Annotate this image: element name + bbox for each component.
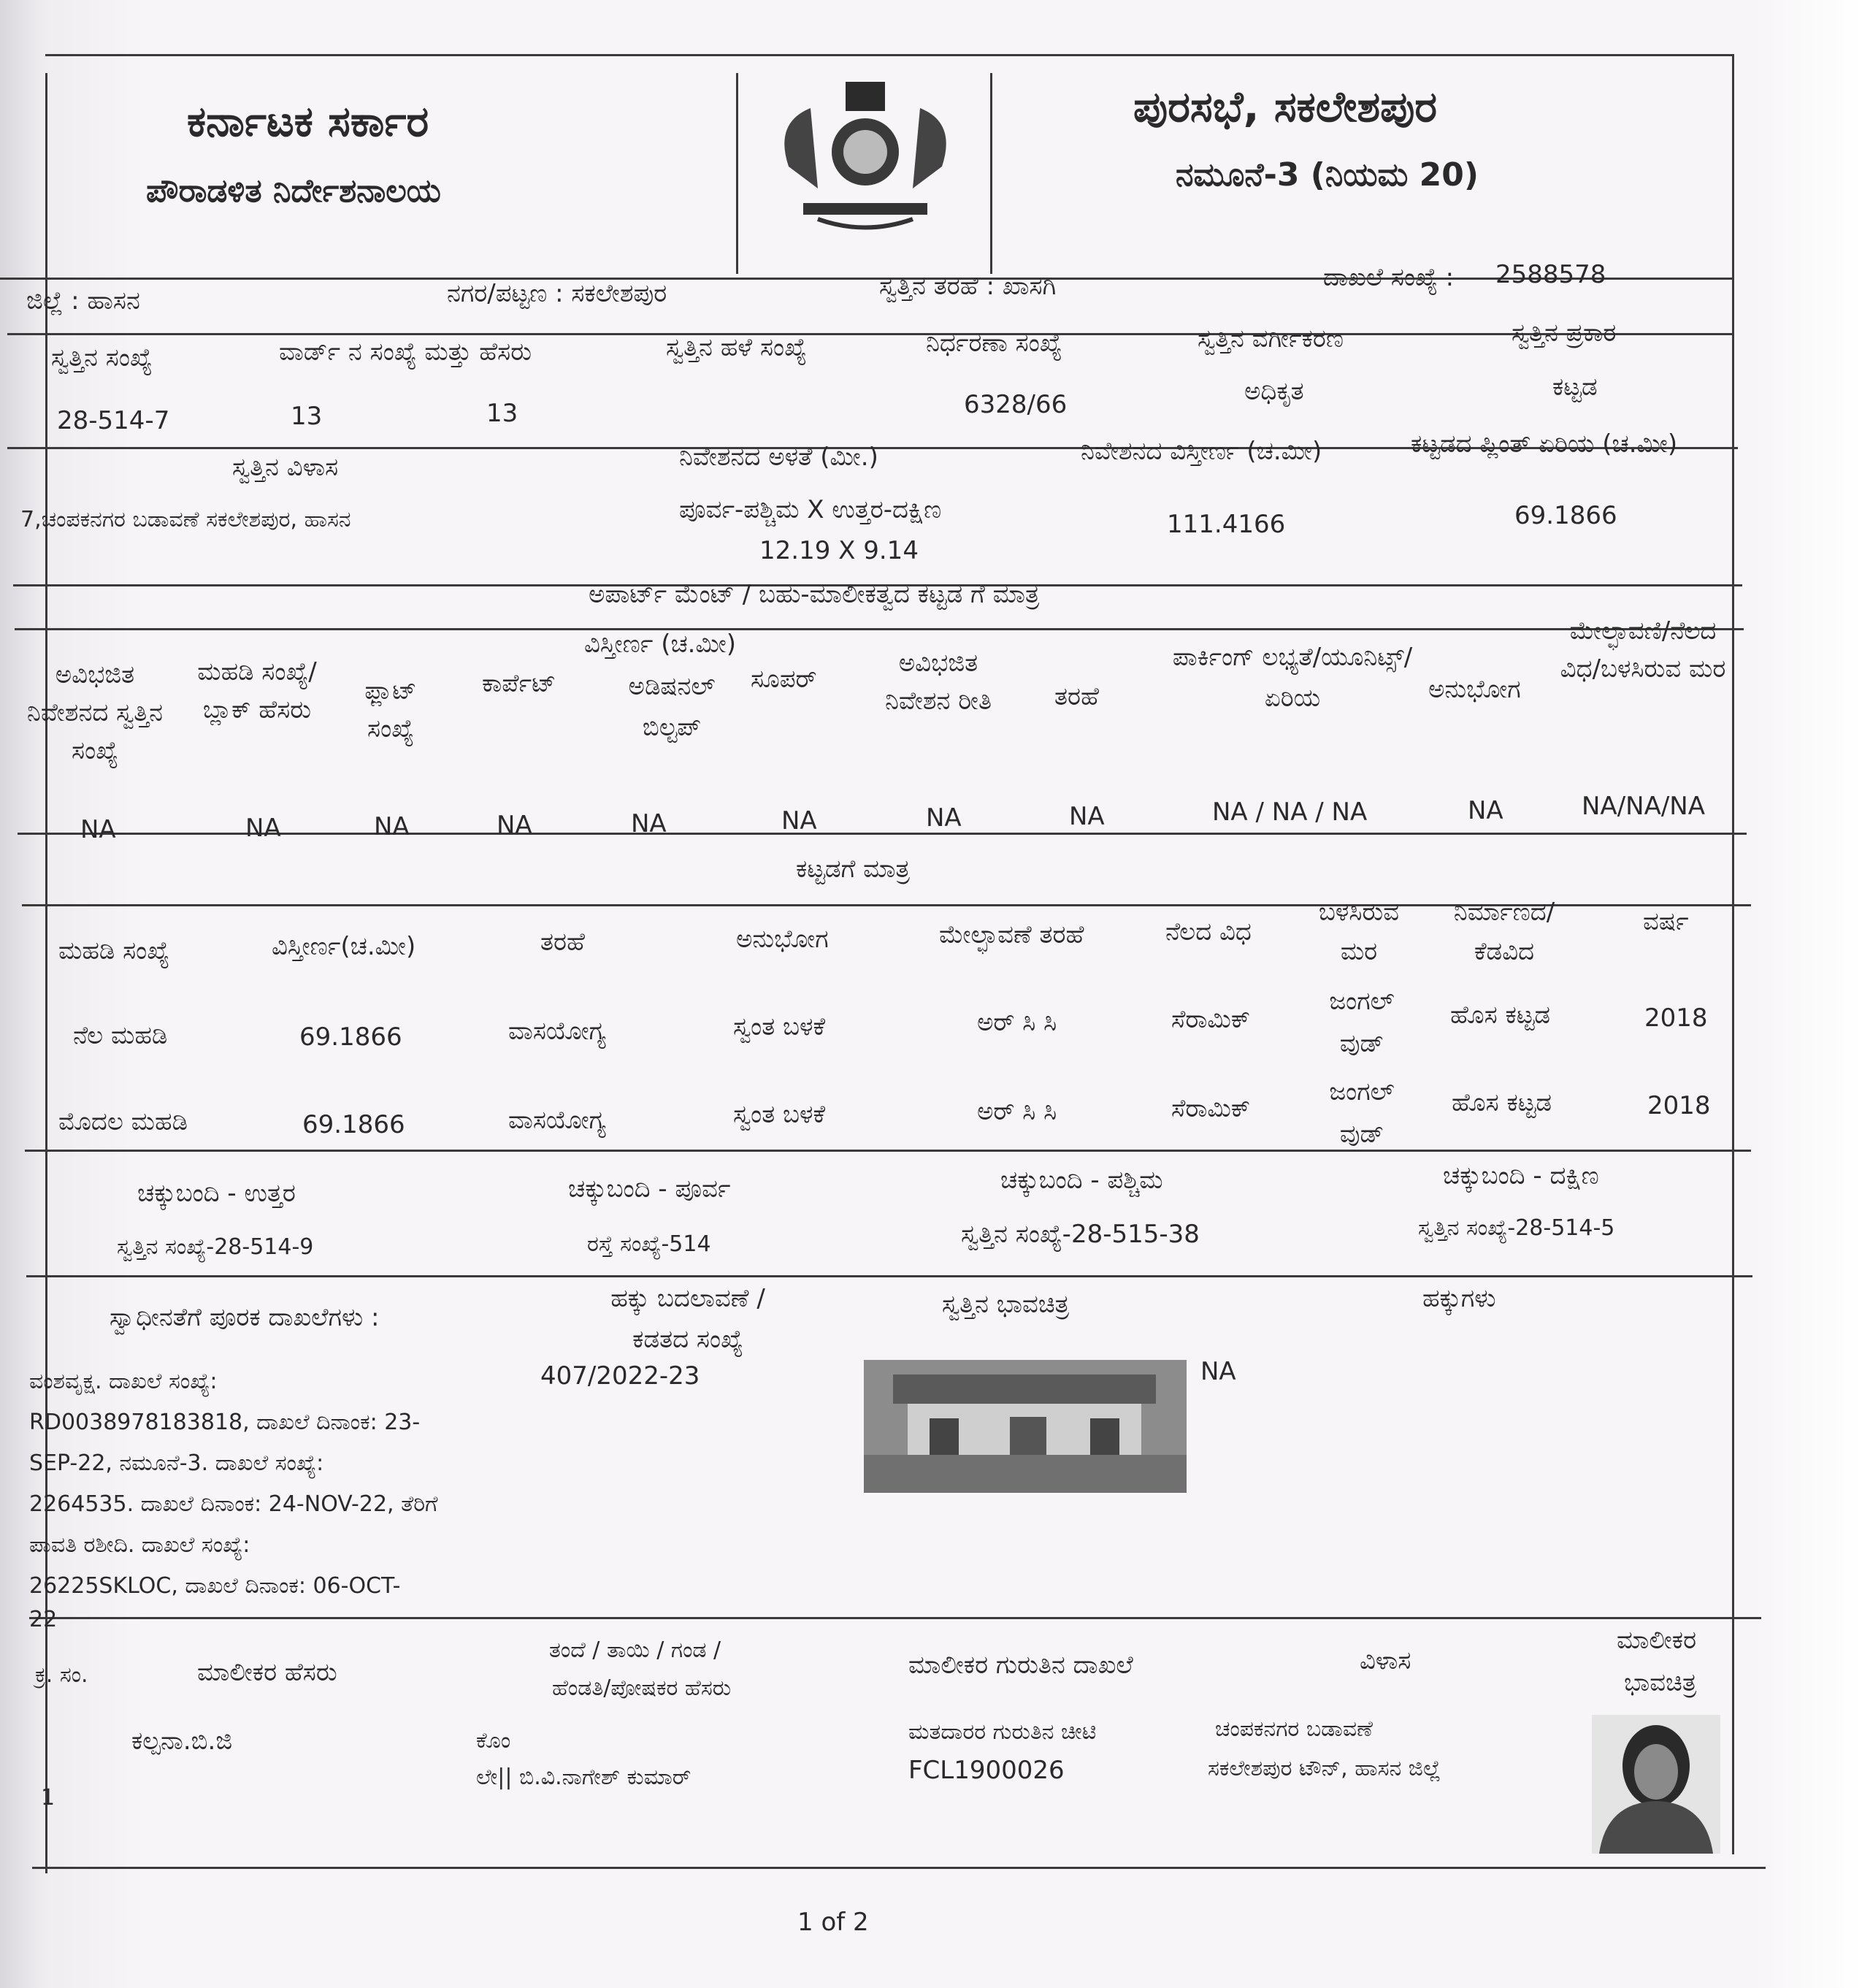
rights-label: ಹಕ್ಕುಗಳು — [1422, 1284, 1496, 1313]
property-photo — [864, 1360, 1187, 1493]
bld-row1-year: 2018 — [1644, 1003, 1708, 1033]
rights-value: NA — [1200, 1357, 1236, 1386]
outer-left-border — [45, 73, 47, 1873]
row-sep-8 — [25, 1150, 1751, 1152]
owner-name-value: ಕಲ್ಪನಾ.ಬಿ.ಜಿ — [131, 1727, 233, 1756]
karnataka-emblem-icon — [759, 79, 971, 240]
apt-value-roof: NA/NA/NA — [1582, 792, 1705, 821]
owner-col-relation-1: ತಂದೆ / ತಾಯಿ / ಗಂಡ / — [549, 1637, 721, 1663]
boundary-west-label: ಚಕ್ಕುಬಂದಿ - ಪಶ್ಚಿಮ — [1000, 1166, 1163, 1195]
apt-value-additional: NA — [631, 809, 667, 838]
owner-col-name: ಮಾಲೀಕರ ಹೆಸರು — [197, 1658, 337, 1687]
bld-col-area: ವಿಸ್ತೀರ್ಣ(ಚ.ಮೀ) — [272, 932, 416, 961]
building-section-title: ಕಟ್ಟಡಗೆ ಮಾತ್ರ — [796, 855, 910, 884]
apt-col-roof: ಮೇಲ್ಛಾವಣಿ/ನೆಲದ ವಿಧ/ಬಳಸಿರುವ ಮರ — [1560, 616, 1726, 684]
row-sep-10 — [29, 1617, 1761, 1619]
property-no-value: 28-514-7 — [57, 406, 170, 435]
site-area-value: 111.4166 — [1167, 510, 1286, 539]
bld-col-year: ವರ್ಷ — [1643, 907, 1689, 936]
owner-id-type: ಮತದಾರರ ಗುರುತಿನ ಚೀಟಿ — [908, 1719, 1097, 1745]
bld-row2-roof: ಅರ್ ಸಿ ಸಿ — [977, 1097, 1057, 1126]
apt-col-super: ಸೂಪರ್ — [751, 665, 817, 694]
label-kind: ಸ್ವತ್ತಿನ ಪ್ರಕಾರ — [1512, 318, 1617, 348]
property-photo-label: ಸ್ವತ್ತಿನ ಭಾವಚಿತ್ರ — [942, 1290, 1070, 1319]
town: ನಗರ/ಪಟ್ಟಣ : ಸಕಲೇಶಪುರ — [447, 279, 667, 308]
boundary-west-value: ಸ್ವತ್ತಿನ ಸಂಖ್ಯೆ-28-515-38 — [961, 1220, 1200, 1249]
docs-line-1: ವಂಶವೃಕ್ಷ. ದಾಖಲೆ ಸಂಖ್ಯೆ: — [29, 1369, 218, 1394]
header-vsep-1 — [736, 73, 738, 274]
label-ward: ವಾರ್ಡ್ ನ ಸಂಖ್ಯೆ ಮತ್ತು ಹೆಸರು — [279, 337, 532, 367]
bld-row1-type: ವಾಸಯೋಗ್ಯ — [508, 1017, 606, 1046]
bld-row1-usage: ಸ್ವಂತ ಬಳಕೆ — [733, 1012, 826, 1041]
apt-value-super: NA — [781, 806, 817, 836]
bld-row2-usage: ಸ್ವಂತ ಬಳಕೆ — [733, 1100, 826, 1129]
outer-right-border — [1732, 54, 1734, 1854]
bld-row2-flooring: ಸೆರಾಮಿಕ್ — [1171, 1094, 1251, 1123]
apt-col-flat: ಫ್ಲಾಟ್ ಸಂಖ್ಯೆ — [364, 676, 417, 743]
bld-row2-status: ಹೊಸ ಕಟ್ಟಡ — [1452, 1088, 1552, 1117]
docs-label: ಸ್ವಾಧೀನತೆಗೆ ಪೂರಕ ದಾಖಲೆಗಳು : — [110, 1303, 380, 1332]
bld-row2-type: ವಾಸಯೋಗ್ಯ — [508, 1106, 606, 1135]
label-property-no: ಸ್ವತ್ತಿನ ಸಂಖ್ಯೆ — [51, 343, 153, 372]
apt-col-parking: ಪಾರ್ಕಿಂಗ್ ಲಭ್ಯತೆ/ಯೂನಿಟ್ಸ್/ಏರಿಯ — [1172, 643, 1413, 713]
dimension-value: 12.19 X 9.14 — [759, 536, 919, 565]
owner-sl-value: 1 — [41, 1785, 55, 1811]
kind-value: ಕಟ್ಟಡ — [1552, 372, 1598, 402]
apt-value-carpet: NA — [497, 811, 532, 840]
boundary-south-label: ಚಕ್ಕುಬಂದಿ - ದಕ್ಷಿಣ — [1443, 1161, 1599, 1190]
bld-col-floor: ಮಹಡಿ ಸಂಖ್ಯೆ — [58, 936, 170, 966]
bld-row1-wood: ಜಂಗಲ್ ವುಡ್ — [1329, 987, 1395, 1058]
owner-photo — [1592, 1715, 1720, 1854]
apt-value-undivided-method: NA — [926, 803, 962, 833]
apt-col-additional: ಅಡಿಷನಲ್ ಬಿಲ್ಟಪ್ — [628, 672, 716, 742]
row-sep-5 — [15, 628, 1744, 630]
docs-line-7: 22 — [29, 1607, 58, 1632]
owner-relation-2: ಲೇ|| ಬಿ.ವಿ.ನಾಗೇಶ್ ಕುಮಾರ್ — [476, 1765, 691, 1790]
docs-line-6: 26225SKLOC, ದಾಖಲೆ ದಿನಾಂಕ: 06-OCT- — [29, 1573, 401, 1599]
label-plinth-area: ಕಟ್ಟಡದ ಪ್ಲಿಂತ್ ಏರಿಯ (ಚ.ಮೀ) — [1411, 429, 1678, 459]
owner-portrait-icon — [1592, 1715, 1720, 1854]
label-site-area: ನಿವೇಶನದ ವಿಸ್ತೀರ್ಣ (ಚ.ಮೀ) — [1081, 437, 1322, 466]
boundary-north-label: ಚಕ್ಕುಬಂದಿ - ಉತ್ತರ — [137, 1179, 296, 1208]
apt-value-floor: NA — [245, 814, 281, 843]
record-no-value: 2588578 — [1495, 260, 1606, 289]
owner-relation-1: ಕೊಂ — [476, 1728, 511, 1754]
bld-col-usage: ಅನುಭೋಗ — [736, 925, 829, 954]
owner-address-2: ಸಕಲೇಶಪುರ ಟೌನ್, ಹಾಸನ ಜಿಲ್ಲೆ — [1208, 1756, 1441, 1781]
bld-col-status: ನಿರ್ಮಾಣದ/ ಕೆಡವಿದ — [1453, 898, 1555, 966]
owner-col-address: ವಿಳಾಸ — [1360, 1646, 1411, 1675]
bld-col-wood: ಬಳಸಿರುವ ಮರ — [1318, 898, 1400, 966]
ward-name-value: 13 — [486, 399, 518, 428]
label-address: ಸ್ವತ್ತಿನ ವಿಳಾಸ — [232, 453, 339, 482]
apt-value-usage: NA — [1468, 796, 1503, 825]
gov-title: ಕರ್ನಾಟಕ ಸರ್ಕಾರ — [187, 96, 429, 146]
bld-row2-floor: ಮೊದಲ ಮಹಡಿ — [58, 1107, 188, 1136]
property-type: ಸ್ವತ್ತಿನ ತರಹೆ : ಖಾಸಗಿ — [879, 272, 1057, 301]
owner-address-1: ಚಂಪಕನಗರ ಬಡಾವಣೆ — [1215, 1716, 1373, 1742]
apt-col-undivided: ಅವಿಭಜಿತ ನಿವೇಶನದ ಸ್ವತ್ತಿನ ಸಂಖ್ಯೆ — [26, 660, 164, 765]
label-old-no: ಸ್ವತ್ತಿನ ಹಳೆ ಸಂಖ್ಯೆ — [666, 333, 807, 362]
apt-col-carpet: ಕಾರ್ಪೆಟ್ — [482, 669, 556, 698]
apt-col-undivided-method: ಅವಿಭಜಿತ ನಿವೇಶನ ರೀತಿ — [885, 649, 992, 716]
apt-value-undivided: NA — [80, 815, 116, 844]
municipality-title: ಪುರಸಭೆ, ಸಕಲೇಶಪುರ — [1133, 82, 1438, 131]
bld-row1-area: 69.1866 — [299, 1022, 402, 1052]
label-assessment-no: ನಿರ್ಧರಣಾ ಸಂಖ್ಯೆ — [926, 329, 1062, 358]
docs-line-2: RD0038978183818, ದಾಖಲೆ ದಿನಾಂಕ: 23- — [29, 1410, 421, 1435]
row-sep-2 — [7, 333, 1732, 335]
bld-row1-roof: ಅರ್ ಸಿ ಸಿ — [977, 1008, 1057, 1037]
directorate-title: ಪೌರಾಡಳಿತ ನಿರ್ದೇಶನಾಲಯ — [146, 172, 441, 210]
apartment-section-title: ಅಪಾರ್ಟ್ ಮೆಂಟ್ / ಬಹು-ಮಾಲೀಕತ್ವದ ಕಟ್ಟಡ ಗೆ ಮಾತ್ರ — [589, 580, 1040, 609]
boundary-east-label: ಚಕ್ಕುಬಂದಿ - ಪೂರ್ವ — [568, 1174, 731, 1204]
boundary-south-value: ಸ್ವತ್ತಿನ ಸಂಖ್ಯೆ-28-514-5 — [1418, 1215, 1615, 1241]
bld-row1-flooring: ಸೆರಾಮಿಕ್ — [1171, 1005, 1251, 1034]
classification-value: ಅಧಿಕೃತ — [1244, 377, 1304, 406]
transfer-no-value: 407/2022-23 — [540, 1361, 700, 1391]
transfer-label: ಹಕ್ಕು ಬದಲಾವಣೆ / ಕಡತದ ಸಂಖ್ಯೆ — [610, 1284, 765, 1354]
apartment-area-group: ವಿಸ್ತೀರ್ಣ (ಚ.ಮೀ) — [584, 630, 737, 659]
owner-col-photo-1: ಮಾಲೀಕರ — [1617, 1626, 1697, 1655]
apt-value-parking: NA / NA / NA — [1212, 798, 1368, 827]
apt-value-type: NA — [1069, 802, 1105, 831]
dimension-direction: ಪೂರ್ವ-ಪಶ್ಚಿಮ X ಉತ್ತರ-ದಕ್ಷಿಣ — [679, 495, 942, 524]
apt-col-type: ತರಹೆ — [1054, 682, 1099, 711]
boundary-east-value: ರಸ್ತೆ ಸಂಖ್ಯೆ-514 — [587, 1231, 711, 1257]
owner-col-relation-2: ಹೆಂಡತಿ/ಪೋಷಕರ ಹೆಸರು — [552, 1675, 732, 1701]
bld-row1-status: ಹೊಸ ಕಟ್ಟಡ — [1450, 1001, 1551, 1030]
address-value: 7,ಚಂಪಕನಗರ ಬಡಾವಣೆ ಸಕಲೇಶಪುರ, ಹಾಸನ — [20, 507, 351, 532]
apt-value-flat: NA — [374, 812, 410, 841]
owner-id-no: FCL1900026 — [908, 1756, 1065, 1785]
header-vsep-2 — [990, 73, 992, 274]
docs-line-3: SEP-22, ನಮೂನೆ-3. ದಾಖಲೆ ಸಂಖ್ಯೆ: — [29, 1450, 324, 1476]
row-sep-bottom — [32, 1867, 1766, 1869]
apt-col-floor: ಮಹಡಿ ಸಂಖ್ಯೆ/ಬ್ಲಾಕ್ ಹೆಸರು — [197, 657, 317, 725]
bld-col-roof: ಮೇಲ್ಛಾವಣೆ ತರಹೆ — [939, 920, 1084, 949]
bld-row2-area: 69.1866 — [302, 1110, 405, 1139]
boundary-north-value: ಸ್ವತ್ತಿನ ಸಂಖ್ಯೆ-28-514-9 — [117, 1234, 314, 1260]
house-photo-icon — [864, 1360, 1187, 1493]
docs-line-5: ಪಾವತಿ ರಶೀದಿ. ದಾಖಲೆ ಸಂಖ್ಯೆ: — [29, 1532, 250, 1558]
page-number: 1 of 2 — [797, 1908, 869, 1937]
plinth-area-value: 69.1866 — [1514, 501, 1617, 530]
assessment-no-value: 6328/66 — [964, 390, 1068, 419]
form-name: ನಮೂನೆ-3 (ನಿಯಮ 20) — [1176, 156, 1479, 194]
record-no-label: ದಾಖಲೆ ಸಂಖ್ಯೆ : — [1323, 263, 1455, 292]
label-dimension: ನಿವೇಶನದ ಅಳತೆ (ಮೀ.) — [679, 443, 878, 472]
apt-col-usage: ಅನುಭೋಗ — [1428, 675, 1521, 704]
owner-col-sl: ಕ್ರ. ಸಂ. — [35, 1662, 88, 1688]
owner-col-id: ಮಾಲೀಕರ ಗುರುತಿನ ದಾಖಲೆ — [908, 1651, 1133, 1680]
bld-row1-floor: ನೆಲ ಮಹಡಿ — [73, 1021, 168, 1050]
bld-row2-year: 2018 — [1647, 1091, 1711, 1120]
docs-line-4: 2264535. ದಾಖಲೆ ದಿನಾಂಕ: 24-NOV-22, ತೆರಿಗೆ — [29, 1491, 438, 1517]
ward-no-value: 13 — [291, 402, 323, 431]
bld-row2-wood: ಜಂಗಲ್ ವುಡ್ — [1329, 1077, 1395, 1149]
bld-col-type: ತರಹೆ — [540, 928, 585, 957]
outer-top-border — [45, 54, 1733, 56]
row-sep-1 — [0, 278, 1732, 280]
bld-col-flooring: ನೆಲದ ವಿಧ — [1165, 917, 1252, 947]
owner-col-photo-2: ಭಾವಚಿತ್ರ — [1624, 1668, 1697, 1697]
row-sep-9 — [26, 1275, 1752, 1277]
district: ಜಿಲ್ಲೆ : ಹಾಸನ — [26, 286, 140, 316]
label-classification: ಸ್ವತ್ತಿನ ವರ್ಗೀಕರಣ — [1198, 324, 1344, 353]
